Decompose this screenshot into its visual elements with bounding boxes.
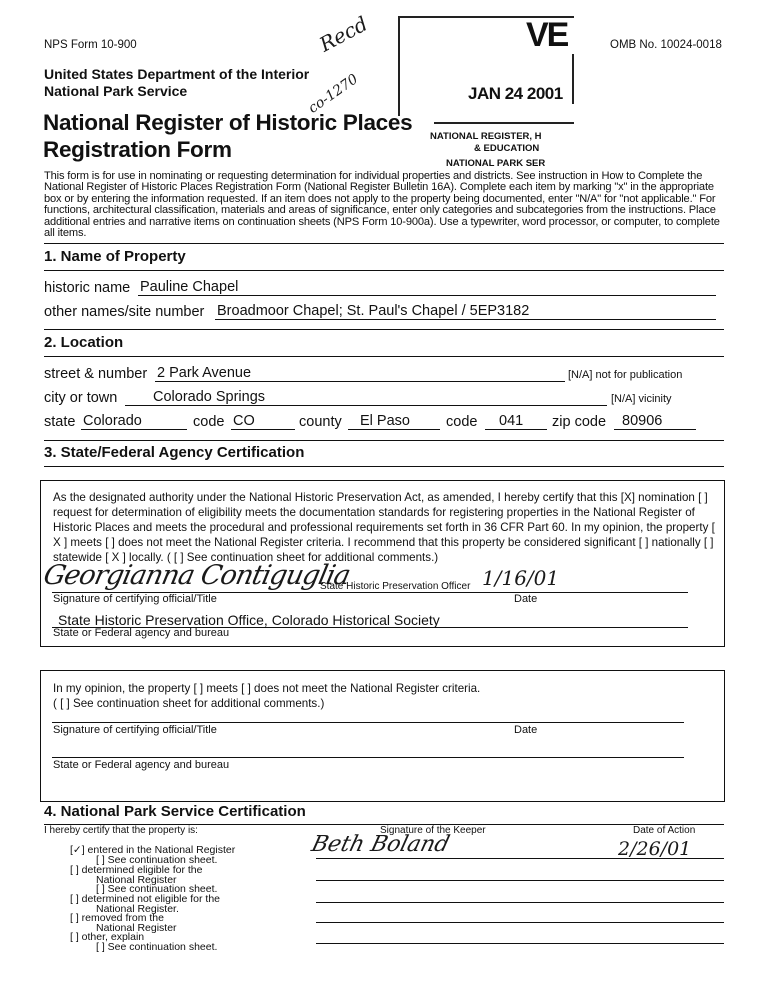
date-label-2: Date — [514, 724, 538, 736]
agency-label: State or Federal agency and bureau — [53, 627, 230, 639]
historic-name-value: Pauline Chapel — [138, 280, 716, 296]
section-4-heading: 4. National Park Service Certification — [44, 803, 306, 820]
street-value: 2 Park Avenue — [155, 366, 565, 382]
certify-statement: I hereby certify that the property is: — [44, 825, 198, 836]
zip-label: zip code — [552, 414, 607, 430]
other-names-label: other names/site number — [44, 304, 205, 320]
code-label: code — [193, 414, 225, 430]
agency-label-2: State or Federal agency and bureau — [53, 759, 230, 771]
agency-line-2 — [52, 757, 684, 758]
form-number: NPS Form 10-900 — [44, 39, 137, 51]
option-entered: [✓] entered in the National Register — [70, 844, 236, 856]
option-other-sheet: [ ] See continuation sheet. — [96, 941, 218, 953]
stamp-line-1: NATIONAL REGISTER, H — [430, 131, 542, 142]
stamp-line-2: & EDUCATION — [474, 143, 540, 154]
state-value: Colorado — [81, 414, 187, 430]
option-removed-cont: National Register — [96, 922, 177, 934]
page-title: National Register of Historic Places — [43, 110, 413, 135]
page-subtitle: Registration Form — [43, 137, 232, 162]
keeper-line-4 — [316, 922, 724, 923]
option-not-eligible-cont: National Register. — [96, 903, 179, 915]
keeper-line-2 — [316, 880, 724, 881]
omb-number: OMB No. 10024-0018 — [610, 39, 722, 51]
stamp-date: JAN 24 2001 — [468, 84, 563, 103]
street-label: street & number — [44, 366, 148, 382]
keeper-line-5 — [316, 943, 724, 944]
signature-label-2: Signature of certifying official/Title — [53, 724, 217, 736]
section-2-heading: 2. Location — [44, 334, 124, 351]
service-name: National Park Service — [44, 83, 188, 99]
date-label: Date — [514, 593, 538, 605]
option-determined-eligible: [ ] determined eligible for the — [70, 864, 203, 876]
certification-text: As the designated authority under the National Historic Preservation Act, as amended, I hereby certify that this [X] nomination [ ] request for determination of eligibility meets the documentation standards for registering properties in the National Register of Historic Places and meets the procedural and professional requirements set forth in 36 CFR Part 60. In my opinion, the property [ X ] meets [ ] does not meet the National Register criteria. I recommend that this property be considered significant [ ] nationally [ ] statewide [ X ] locally. ( [ ] See continuation sheet for additional comments.) — [53, 491, 715, 564]
option-entered-continuation: [ ] See continuation sheet. — [96, 854, 218, 866]
department-name: United States Department of the Interior — [44, 66, 310, 82]
other-names-value: Broadmoor Chapel; St. Paul's Chapel / 5EP3182 — [215, 304, 716, 320]
section-3-heading: 3. State/Federal Agency Certification — [44, 444, 305, 461]
divider — [44, 243, 724, 244]
shpo-title: State Historic Preservation Officer — [320, 581, 471, 592]
zip-value: 80906 — [614, 414, 696, 430]
handwritten-reference-note: co-1270 — [305, 71, 362, 117]
option-determined-eligible-cont: National Register — [96, 874, 177, 886]
date-of-action-label: Date of Action — [633, 825, 696, 836]
divider — [44, 356, 724, 357]
opinion-continuation: ( [ ] See continuation sheet for additional comments.) — [53, 697, 325, 710]
city-label: city or town — [44, 390, 118, 406]
handwritten-received-note: Recd — [315, 11, 372, 57]
vicinity: [N/A] vicinity — [611, 393, 672, 405]
option-not-eligible: [ ] determined not eligible for the — [70, 893, 221, 905]
county-code-value: 041 — [485, 414, 547, 430]
keeper-signature-label: Signature of the Keeper — [380, 825, 486, 836]
keeper-signature: Beth Boland — [308, 832, 453, 857]
signature-label: Signature of certifying official/Title — [53, 593, 217, 605]
divider — [44, 270, 724, 271]
county-label: county — [299, 414, 342, 430]
code-value: CO — [231, 414, 295, 430]
stamp-line-3: NATIONAL PARK SER — [446, 158, 546, 169]
keeper-line-1 — [316, 858, 724, 859]
received-stamp — [398, 14, 576, 144]
state-label: state — [44, 414, 76, 430]
shpo-signature-date: 1/16/01 — [482, 566, 560, 590]
city-value: Colorado Springs — [125, 390, 607, 406]
option-other: [ ] other, explain — [70, 931, 145, 943]
county-value: El Paso — [348, 414, 440, 430]
not-for-publication: [N/A] not for publication — [568, 369, 683, 381]
intro-paragraph: This form is for use in nominating or requesting determination for individual properties and districts. See instruction in How to Complete the National Register of Historic Places Registration Form (National Register Bulletin 16A). Complete each item by marking "x" in the appropriate box or by entering the information requested. If an item does not apply to the property being documented, enter "N/A" for "not applicable." For functions, architectural classification, materials and areas of significance, enter only categories and subcategories from the instructions. Place additional entries and narrative items on continuation sheets (NPS Form 10-900a). Use a typewriter, word processor, or computer, to complete all items. — [44, 170, 720, 240]
opinion-text: In my opinion, the property [ ] meets [ ] does not meet the National Register criteria. — [53, 682, 481, 695]
signature-line-2 — [52, 722, 684, 723]
shpo-signature: Georgianna Contiguglia — [40, 560, 353, 591]
divider — [44, 440, 724, 441]
section-1-heading: 1. Name of Property — [44, 248, 186, 265]
divider — [44, 466, 724, 467]
county-code-label: code — [446, 414, 478, 430]
historic-name-label: historic name — [44, 280, 131, 296]
keeper-line-3 — [316, 902, 724, 903]
stamp-received-text: VE — [526, 16, 568, 54]
option-removed: [ ] removed from the — [70, 912, 164, 924]
divider — [44, 329, 724, 330]
date-of-action: 2/26/01 — [618, 838, 692, 860]
agency-value: State Historic Preservation Office, Colorado Historical Society — [58, 612, 440, 628]
option-determined-eligible-sheet: [ ] See continuation sheet. — [96, 883, 218, 895]
